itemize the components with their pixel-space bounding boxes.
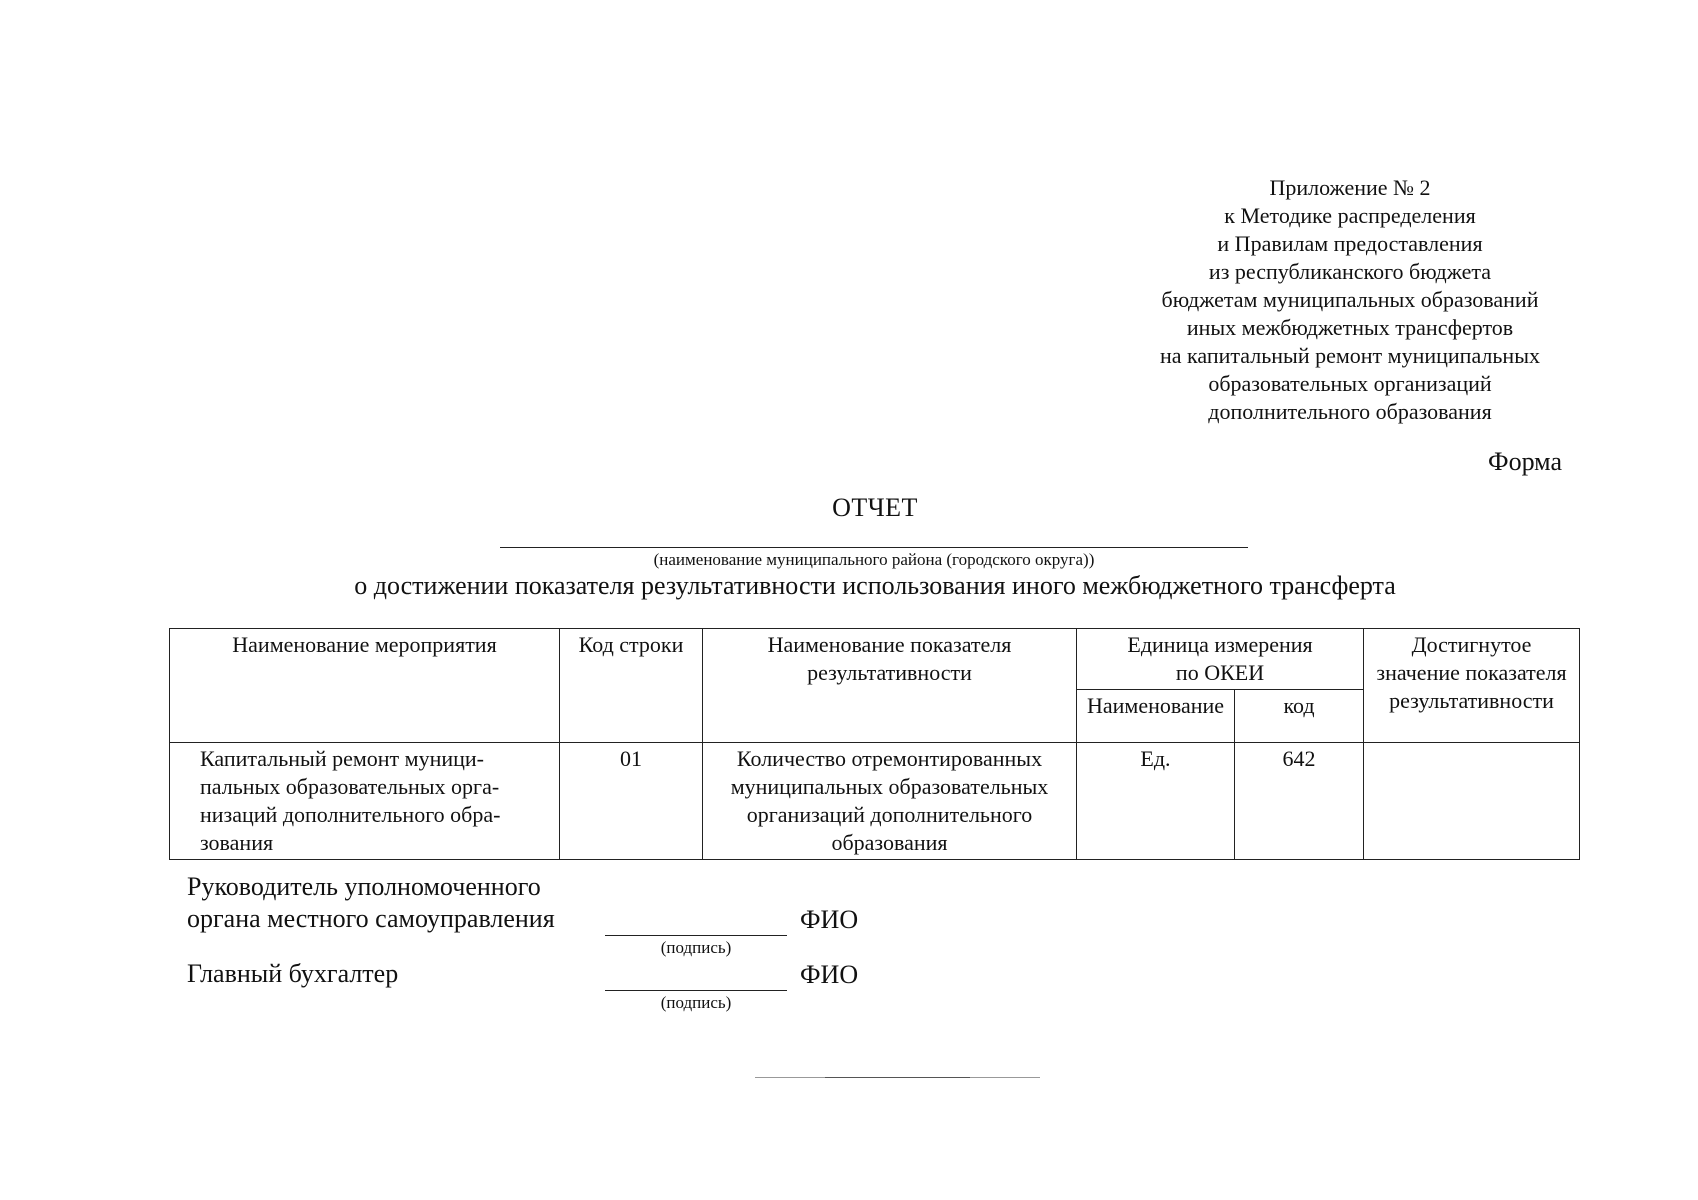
header-unit: Единица измерения по ОКЕИ (1077, 629, 1364, 690)
cell-unit-name: Ед. (1077, 743, 1235, 860)
appendix-line: Приложение № 2 (1269, 175, 1431, 200)
table-row (170, 743, 1580, 860)
cell-line-code: 01 (560, 743, 703, 860)
municipality-name-caption: (наименование муниципального района (городского округа)) (653, 550, 1095, 569)
appendix-line: из республиканского бюджета (1208, 259, 1492, 284)
appendix-line: иных межбюджетных трансфертов (1186, 315, 1514, 340)
report-subtitle: о достижении показателя результативности использования иного межбюджетного трансферта (354, 571, 1396, 600)
head-signature-line[interactable] (605, 935, 787, 936)
header-unit-code: код (1235, 690, 1364, 743)
footer-divider (825, 1077, 970, 1078)
accountant-signature-line[interactable] (605, 990, 787, 991)
appendix-line: к Методике распределения (1224, 203, 1476, 228)
head-title-line2: органа местного самоуправления (187, 904, 555, 933)
footer-divider (970, 1077, 1040, 1078)
report-title: ОТЧЕТ (832, 493, 918, 522)
form-label: Форма (1488, 447, 1562, 476)
head-title-line1: Руководитель уполномоченного (187, 872, 541, 901)
cell-unit-code: 642 (1235, 743, 1364, 860)
header-event: Наименование мероприятия (170, 629, 560, 743)
head-signature-caption: (подпись) (660, 938, 732, 957)
appendix-line: бюджетам муниципальных образований (1161, 287, 1539, 312)
header-unit-name: Наименование (1077, 690, 1235, 743)
cell-indicator: Количество отремонтированных муниципальных образовательных организаций дополнительного образования (703, 743, 1077, 860)
head-fio: ФИО (800, 905, 859, 934)
appendix-header (1090, 174, 1610, 426)
appendix-line: дополнительного образования (1208, 399, 1492, 424)
appendix-line: на капитальный ремонт муниципальных (1160, 343, 1540, 368)
cell-event: Капитальный ремонт муници-пальных образовательных орга-низаций дополнительного обра-зования (170, 743, 560, 860)
accountant-signature-caption: (подпись) (660, 993, 732, 1012)
footer-divider (755, 1077, 825, 1078)
accountant-title: Главный бухгалтер (187, 959, 399, 988)
municipality-name-line (500, 547, 1248, 548)
appendix-line: и Правилам предоставления (1217, 231, 1483, 256)
report-table (169, 628, 1580, 860)
appendix-line: образовательных организаций (1208, 371, 1492, 396)
header-indicator: Наименование показателя результативности (703, 629, 1077, 743)
cell-achieved[interactable] (1364, 743, 1580, 860)
accountant-fio: ФИО (800, 960, 859, 989)
header-line-code: Код строки (560, 629, 703, 743)
header-achieved: Достигнутое значение показателя результативности (1364, 629, 1580, 743)
